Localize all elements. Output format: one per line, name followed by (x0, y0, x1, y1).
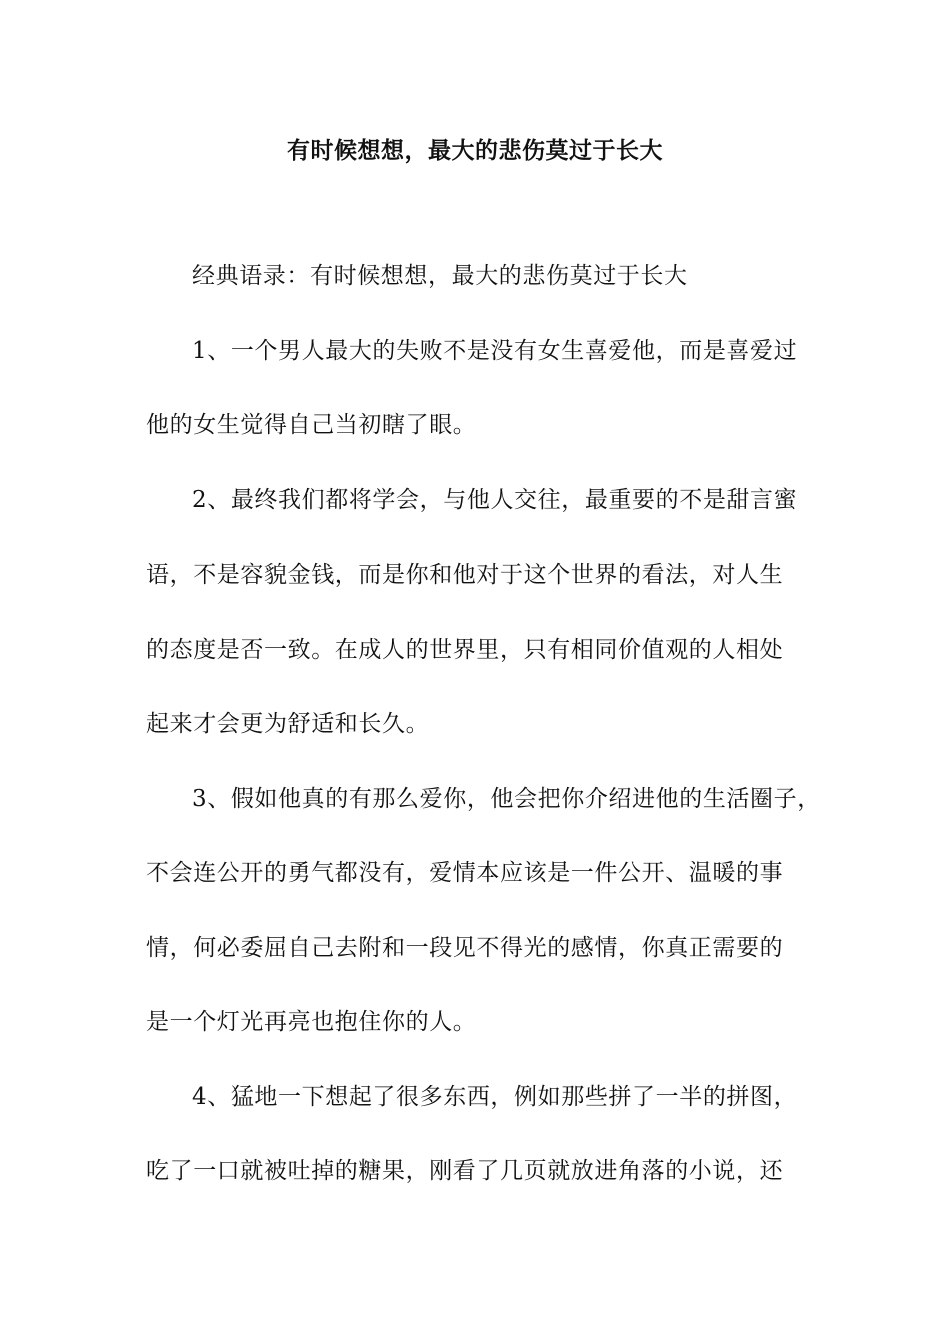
text-line: 经典语录：有时候想想，最大的悲伤莫过于长大 (192, 263, 688, 289)
text-line: 吃了一口就被吐掉的糖果，刚看了几页就放进角落的小说，还 (146, 1158, 784, 1184)
document-title: 有时候想想，最大的悲伤莫过于长大 (287, 137, 663, 164)
text-line: 4、猛地一下想起了很多东西，例如那些拼了一半的拼图， (192, 1084, 798, 1110)
text-line: 语，不是容貌金钱，而是你和他对于这个世界的看法，对人生 (146, 562, 784, 588)
text-line: 起来才会更为舒适和长久。 (146, 711, 430, 737)
text-line: 他的女生觉得自己当初瞎了眼。 (146, 412, 477, 438)
text-line: 3、假如他真的有那么爱你，他会把你介绍进他的生活圈子， (192, 786, 821, 812)
text-line: 的态度是否一致。在成人的世界里，只有相同价值观的人相处 (146, 637, 784, 663)
text-line: 2、最终我们都将学会，与他人交往，最重要的不是甜言蜜 (192, 487, 798, 513)
text-line: 情，何必委屈自己去附和一段见不得光的感情，你真正需要的 (146, 935, 784, 961)
text-line: 1、一个男人最大的失败不是没有女生喜爱他，而是喜爱过 (192, 338, 798, 364)
text-line: 不会连公开的勇气都没有，爱情本应该是一件公开、温暖的事 (146, 860, 784, 886)
text-line: 是一个灯光再亮也抱住你的人。 (146, 1009, 477, 1035)
